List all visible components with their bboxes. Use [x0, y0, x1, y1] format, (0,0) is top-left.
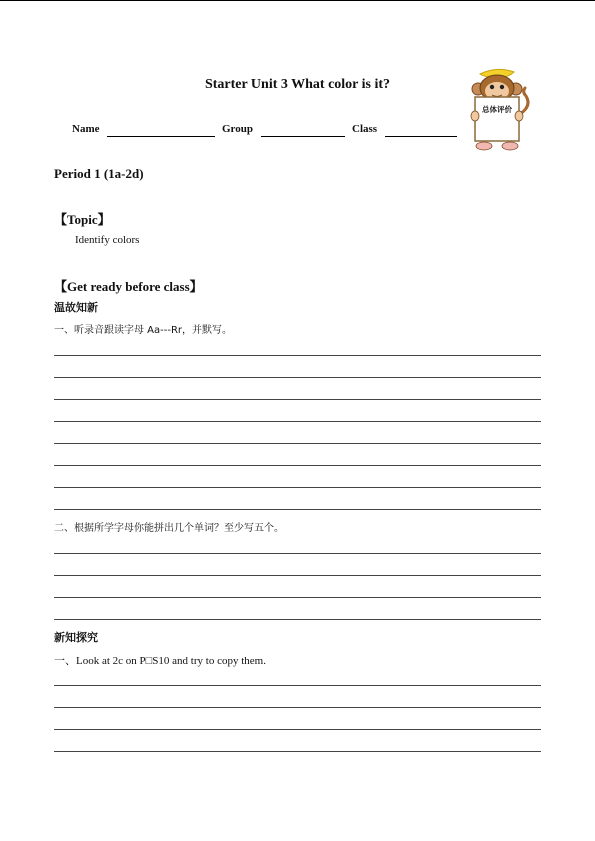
- answer-line[interactable]: [54, 553, 541, 554]
- monkey-evaluation-icon: [462, 66, 532, 152]
- answer-line[interactable]: [54, 443, 541, 444]
- get-ready-heading: 【Get ready before class】: [54, 279, 203, 294]
- answer-line[interactable]: [54, 575, 541, 576]
- period-heading: Period 1 (1a-2d): [54, 166, 144, 181]
- explore-heading: 新知探究: [54, 631, 98, 644]
- topic-heading: 【Topic】: [54, 212, 111, 227]
- answer-line[interactable]: [54, 509, 541, 510]
- answer-line[interactable]: [54, 729, 541, 730]
- group-field[interactable]: [261, 136, 345, 137]
- answer-line[interactable]: [54, 751, 541, 752]
- review-task-2: 二、根据所学字母你能拼出几个单词？至少写五个。: [54, 523, 284, 534]
- worksheet-title: Starter Unit 3 What color is it?: [204, 77, 391, 92]
- answer-line[interactable]: [54, 685, 541, 686]
- review-task-1: 一、听录音跟读字母 Aa---Rr，并默写。: [54, 325, 233, 336]
- group-label: Group: [222, 123, 253, 135]
- answer-line[interactable]: [54, 487, 541, 488]
- review-heading: 温故知新: [54, 301, 98, 314]
- answer-line[interactable]: [54, 355, 541, 356]
- answer-line[interactable]: [54, 619, 541, 620]
- page-top-border: [0, 0, 595, 1]
- answer-line[interactable]: [54, 399, 541, 400]
- topic-text: Identify colors: [75, 234, 140, 246]
- class-field[interactable]: [385, 136, 457, 137]
- badge-label: 总体评价: [482, 105, 512, 114]
- explore-task-1: 一、Look at 2c on P□S10 and try to copy them.: [54, 655, 266, 667]
- answer-line[interactable]: [54, 421, 541, 422]
- answer-line[interactable]: [54, 465, 541, 466]
- answer-line[interactable]: [54, 597, 541, 598]
- name-label: Name: [72, 123, 100, 135]
- name-field[interactable]: [107, 136, 215, 137]
- answer-line[interactable]: [54, 377, 541, 378]
- class-label: Class: [352, 123, 378, 135]
- answer-line[interactable]: [54, 707, 541, 708]
